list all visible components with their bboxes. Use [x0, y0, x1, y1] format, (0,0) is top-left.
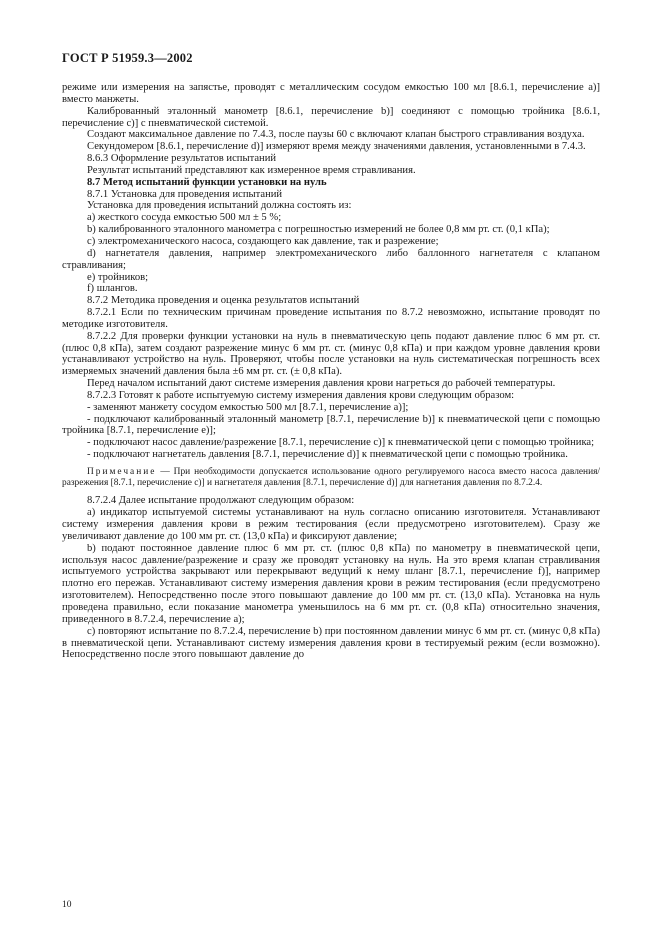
paragraph: Перед началом испытаний дают системе измерения давления крови нагреться до рабочей температуры. — [87, 378, 556, 390]
list-item: - подключают насос давление/разрежение [8.7.1, перечисление с)] к пневматической цепи с помощью тройника; — [87, 437, 595, 449]
section-title: 8.7 Метод испытаний функции установки на нуль — [87, 176, 327, 188]
document-header: ГОСТ Р 51959.3—2002 — [62, 51, 193, 65]
list-item: b) подают постоянное давление плюс 6 мм рт. ст. (плюс 0,8 кПа) по манометру в пневматической цепи, используя насос давление/разрежение и сразу же проводят установку на нуль. На это время клапан стравливания испытуемого устройства закрывают или перекрывают ведущий к нему шланг [8.7.1, перечисление f)], например плотно его пережав. Устанавливают систему измерения давления крови в режим тестирования (если предусмотрено изготовителем). Непосредственно после этого повышают давление до 100 мм рт. ст. (13,0 кПа). Установка на нуль проведена правильно, если показание манометра уменьшилось на 6 мм рт. ст. (0,8 кПа) относительно значения, приведенного в 8.7.2.4, перечисление а); — [62, 542, 600, 625]
list-item: а) жесткого сосуда емкостью 500 мл ± 5 %; — [87, 212, 282, 224]
paragraph: Калиброванный эталонный манометр [8.6.1, перечисление b)] соединяют с помощью тройника [8.6.1, перечисление с)] с пневматической системой. — [62, 105, 600, 129]
paragraph: 8.7.2.3 Готовят к работе испытуемую систему измерения давления крови следующим образом: — [87, 389, 515, 401]
paragraph: Установка для проведения испытаний должна состоять из: — [87, 200, 352, 212]
list-item: b) калиброванного эталонного манометра с погрешностью измерений не более 0,8 мм рт. ст. (0,1 кПа); — [87, 224, 550, 236]
list-item: с) повторяют испытание по 8.7.2.4, перечисление b) при постоянном давлении минус 6 мм рт. ст. (минус 0,8 кПа) в пневматической цепи. Устанавливают систему измерения давления крови в тестируемый режим (если возможно). Непосредственно после этого повышают давление до — [62, 625, 600, 661]
section-heading: 8.7.2 Методика проведения и оценка результатов испытаний — [87, 295, 360, 307]
list-item: - заменяют манжету сосудом емкостью 500 мл [8.7.1, перечисление а)]; — [87, 401, 409, 413]
paragraph: 8.7.2.4 Далее испытание продолжают следующим образом: — [87, 495, 355, 507]
list-item: - подключают нагнетатель давления [8.7.1, перечисление d)] к пневматической цепи с помощью тройника. — [87, 449, 568, 461]
paragraph: Результат испытаний представляют как измеренное время стравливания. — [87, 164, 416, 176]
section-heading: 8.7.1 Установка для проведения испытаний — [87, 188, 283, 200]
paragraph: 8.7.2.1 Если по техническим причинам проведение испытания по 8.7.2 невозможно, испытание проводят по методике изготовителя. — [62, 307, 600, 330]
list-item: с) электромеханического насоса, создающего как давление, так и разрежение; — [87, 235, 439, 247]
list-item: е) тройников; — [87, 271, 149, 283]
section-heading: 8.6.3 Оформление результатов испытаний — [87, 153, 277, 165]
list-item: d) нагнетателя давления, например электромеханического либо баллонного нагнетателя с клапаном стравливания; — [62, 247, 600, 271]
paragraph: Секундомером [8.6.1, перечисление d)] измеряют время между значениями давления, установленными в 7.4.3. — [87, 141, 586, 153]
paragraph: 8.7.2.2 Для проверки функции установки на нуль в пневматическую цепь подают давление плюс 6 мм рт. ст. (плюс 0,8 кПа), затем создают разрежение минус 6 мм рт. ст. (минус 0,8 кПа) и при каждом уровне давления крови устанавливают устройство на нуль. Проверяют, чтобы после установки на нуль систематическая погрешность всех измеряемых значений давления была ±6 мм рт. ст. (± 0,8 кПа). — [62, 330, 600, 378]
page-number: 10 — [62, 900, 72, 910]
paragraph: режиме или измерения на запястье, проводят с металлическим сосудом емкостью 100 мл [8.6.1, перечисление а)] вместо манжеты. — [62, 82, 600, 105]
note-label: Примечание — [87, 467, 157, 477]
note — [62, 467, 600, 489]
list-item: - подключают калиброванный эталонный манометр [8.7.1, перечисление b)] к пневматической цепи с помощью тройника [8.7.1, перечисление е)]; — [62, 413, 600, 437]
document-body — [62, 82, 600, 661]
paragraph: Создают максимальное давление по 7.4.3, после паузы 60 с включают клапан быстрого стравливания воздуха. — [87, 129, 585, 141]
list-item: а) индикатор испытуемой системы устанавливают на нуль согласно описанию изготовителя. Устанавливают систему измерения давления крови в режим тестирования (если предусмотрено изготовителем). Сразу же увеличивают давление до 100 мм рт. ст. (13,0 кПа) и фиксируют давление; — [62, 507, 600, 542]
list-item: f) шлангов. — [87, 283, 138, 295]
note-text: — При необходимости допускается использование одного регулируемого насоса вместо насоса давления/разрежения [8.7.1, перечисление с)] и нагнетателя давления [8.7.1, перечисление d)] для нагнетания давления по 8.7.2.4. — [62, 467, 600, 489]
